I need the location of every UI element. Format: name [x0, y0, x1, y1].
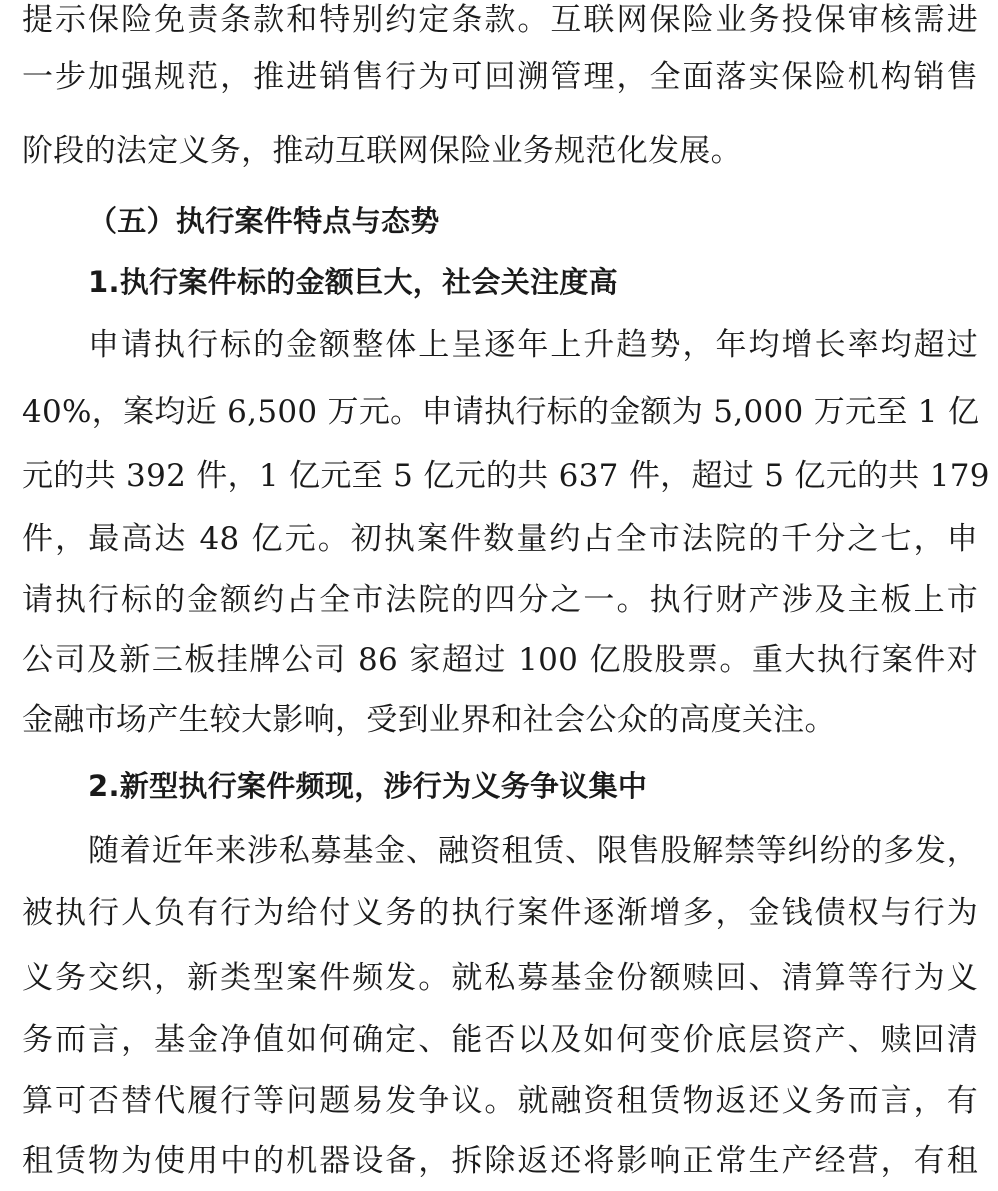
- paragraph-line: 一步加强规范，推进销售行为可回溯管理，全面落实保险机构销售: [22, 59, 978, 95]
- section-heading: （五）执行案件特点与态势: [88, 204, 440, 238]
- paragraph-line: 务而言，基金净值如何确定、能否以及如何变价底层资产、赎回清: [22, 1022, 978, 1058]
- paragraph-line: 阶段的法定义务，推动互联网保险业务规范化发展。: [22, 133, 742, 169]
- subsection-heading: 2.新型执行案件频现，涉行为义务争议集中: [88, 769, 648, 803]
- paragraph-line: 公司及新三板挂牌公司 86 家超过 100 亿股股票。重大执行案件对: [22, 642, 978, 678]
- paragraph-line: 申请执行标的金额整体上呈逐年上升趋势，年均增长率均超过: [88, 327, 978, 363]
- paragraph-line: 请执行标的金额约占全市法院的四分之一。执行财产涉及主板上市: [22, 582, 978, 618]
- subsection-heading: 1.执行案件标的金额巨大，社会关注度高: [88, 265, 618, 299]
- paragraph-line: 被执行人负有行为给付义务的执行案件逐渐增多，金钱债权与行为: [22, 895, 978, 931]
- paragraph-line: 租赁物为使用中的机器设备，拆除返还将影响正常生产经营，有租: [22, 1143, 978, 1179]
- paragraph-line: 元的共 392 件，1 亿元至 5 亿元的共 637 件，超过 5 亿元的共 179: [22, 458, 990, 494]
- paragraph-line: 40%，案均近 6,500 万元。申请执行标的金额为 5,000 万元至 1 亿: [22, 394, 980, 430]
- paragraph-line: 义务交织，新类型案件频发。就私募基金份额赎回、清算等行为义: [22, 960, 978, 996]
- paragraph-line: 提示保险免责条款和特别约定条款。互联网保险业务投保审核需进: [22, 2, 978, 38]
- paragraph-line: 算可否替代履行等问题易发争议。就融资租赁物返还义务而言，有: [22, 1083, 978, 1119]
- paragraph-line: 随着近年来涉私募基金、融资租赁、限售股解禁等纠纷的多发，: [88, 833, 978, 869]
- paragraph-line: 金融市场产生较大影响，受到业界和社会公众的高度关注。: [22, 702, 836, 738]
- paragraph-line: 件，最高达 48 亿元。初执案件数量约占全市法院的千分之七，申: [22, 521, 978, 557]
